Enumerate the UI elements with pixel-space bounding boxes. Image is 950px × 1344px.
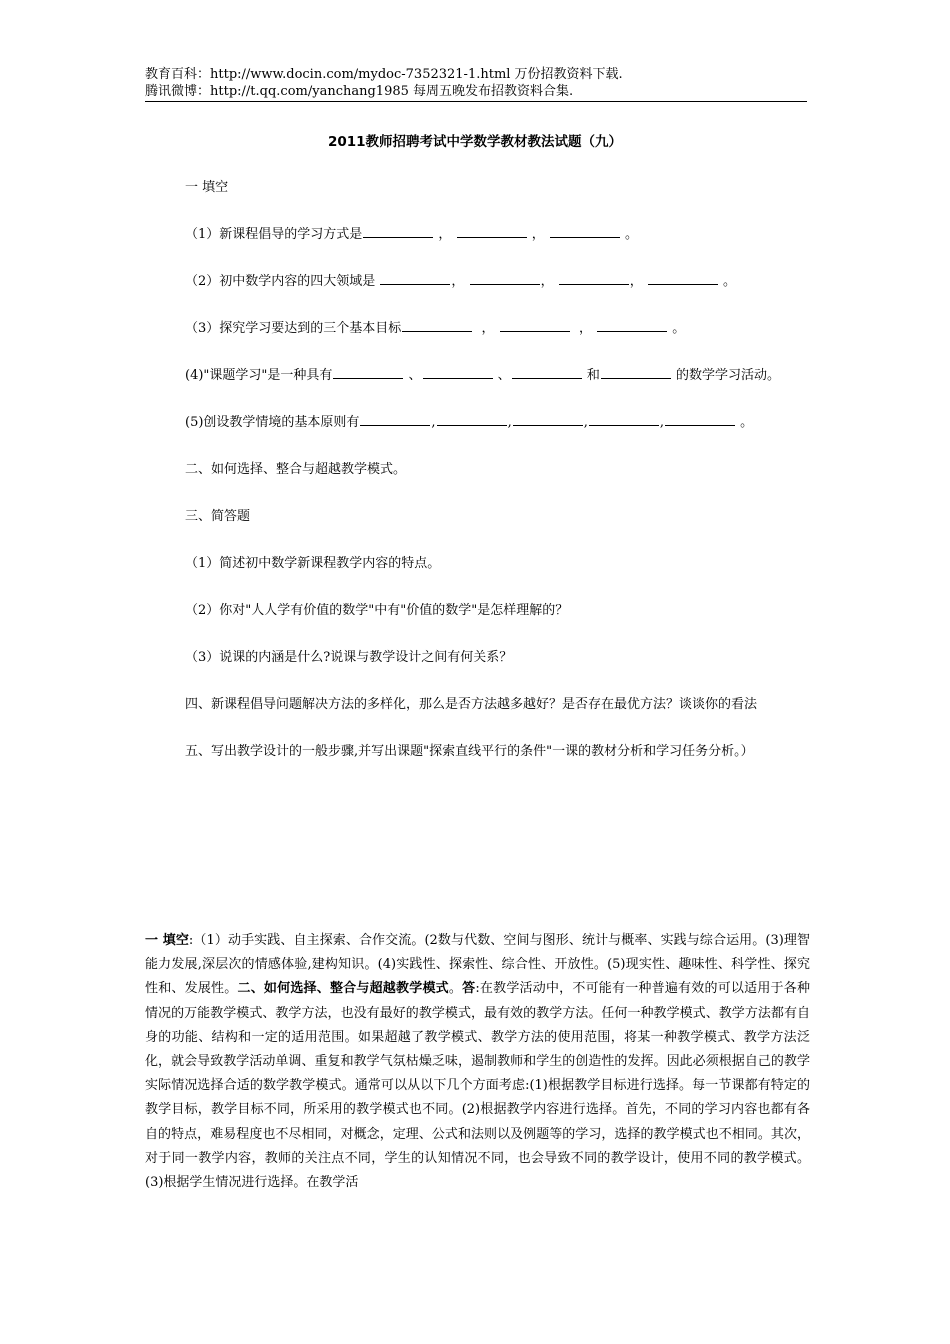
answer-label-fill: 一 填空 bbox=[145, 933, 189, 948]
q1-5-prefix: (5)创设教学情境的基本原则有 bbox=[185, 415, 360, 430]
question-1-2 bbox=[185, 270, 736, 289]
document-header bbox=[145, 66, 807, 100]
q1-3-prefix: （3）探究学习要达到的三个基本目标 bbox=[185, 321, 402, 336]
question-1-4 bbox=[185, 364, 780, 383]
question-1-1 bbox=[185, 223, 638, 242]
answer-key bbox=[145, 929, 810, 1195]
q1-1-prefix: （1）新课程倡导的学习方式是 bbox=[185, 227, 363, 242]
answer-label-section2: 二、如何选择、整合与超越教学模式 bbox=[237, 981, 449, 997]
section-2-heading: 二、如何选择、整合与超越教学模式。 bbox=[185, 462, 407, 477]
question-1-5 bbox=[185, 411, 753, 430]
answer-blank bbox=[363, 225, 433, 238]
q1-2-prefix: （2）初中数学内容的四大领域是 bbox=[185, 274, 376, 289]
answer-blank bbox=[589, 413, 659, 426]
section-4-question: 四、新课程倡导问题解决方法的多样化，那么是否方法越多越好？是否存在最优方法？谈谈你的看法 bbox=[185, 697, 758, 712]
separator: 、 bbox=[408, 368, 422, 383]
separator: ， bbox=[578, 321, 592, 336]
separator: ， bbox=[451, 274, 465, 289]
question-1-3 bbox=[185, 317, 685, 336]
section-5-question: 五、写出教学设计的一般步骤,并写出课题"探索直线平行的条件"一课的教材分析和学习任务分析。） bbox=[185, 744, 754, 759]
answer-blank bbox=[648, 272, 718, 285]
separator: ， bbox=[481, 321, 495, 336]
answer-blank bbox=[457, 225, 527, 238]
answer-text-section2: :在教学活动中，不可能有一种普遍有效的可以适用于各种情况的万能教学模式、教学方法，也没有最好的教学模式，最有效的教学方法。任何一种教学模式、教学方法都有自身的功能、结构和一定的适用范围。如果超越了教学模式、教学方法的使用范围，将某一种教学模式、教学方法泛化，就会导致教学活动单调、重复和教学气氛枯燥乏味，遏制教师和学生的创造性的发挥。因此必须根据自己的教学实际情况选择合适的数学教学模式。通常可以从以下几个方面考虑:(1)根据教学目标进行选择。每一节课都有特定的教学目标，教学目标不同，所采用的教学模式也不同。(2)根据教学内容进行选择。首先，不同的学习内容也都有各自的特点，难易程度也不尽相同，对概念，定理、公式和法则以及例题等的学习，选择的教学模式也不相同。其次，对于同一教学内容，教师的关注点不同，学生的认知情况不同，也会导致不同的教学设计，使用不同的教学模式。(3)根据学生情况进行选择。在教学活 bbox=[145, 981, 810, 1191]
answer-blank bbox=[513, 413, 583, 426]
answer-period: 。 bbox=[448, 981, 463, 997]
q1-4-end: 的数学学习活动。 bbox=[675, 368, 780, 383]
separator: ， bbox=[531, 227, 545, 242]
answer-blank bbox=[423, 366, 493, 379]
separator: , bbox=[659, 415, 664, 430]
answer-blank bbox=[601, 366, 671, 379]
answer-blank bbox=[512, 366, 582, 379]
answer-blank bbox=[500, 319, 570, 332]
answer-blank bbox=[665, 413, 735, 426]
q1-5-end: 。 bbox=[740, 415, 754, 430]
section-3-heading: 三、简答题 bbox=[185, 509, 251, 524]
header-line-1: 教育百科：http://www.docin.com/mydoc-7352321-1.html 万份招教资料下载. bbox=[145, 67, 623, 82]
q1-2-end: 。 bbox=[723, 274, 737, 289]
question-3-2: （2）你对"人人学有价值的数学"中有"价值的数学"是怎样理解的？ bbox=[185, 603, 569, 618]
page-title: 2011教师招聘考试中学数学教材教法试题（九） bbox=[327, 134, 623, 150]
q1-3-end: 。 bbox=[672, 321, 686, 336]
answer-blank bbox=[437, 413, 507, 426]
answer-blank bbox=[597, 319, 667, 332]
question-3-1: （1）简述初中数学新课程教学内容的特点。 bbox=[185, 556, 441, 571]
answer-blank bbox=[380, 272, 450, 285]
answer-label-da: 答 bbox=[462, 981, 476, 997]
answer-blank bbox=[470, 272, 540, 285]
q1-1-end: 。 bbox=[625, 227, 639, 242]
header-divider bbox=[145, 101, 807, 102]
separator: , bbox=[583, 415, 588, 430]
separator: , bbox=[431, 415, 436, 430]
header-line-2: 腾讯微博：http://t.qq.com/yanchang1985 每周五晚发布招教资料合集. bbox=[145, 84, 574, 99]
answer-blank bbox=[559, 272, 629, 285]
separator: ， bbox=[438, 227, 452, 242]
separator: 和 bbox=[586, 368, 600, 383]
separator: 、 bbox=[497, 368, 511, 383]
separator: ， bbox=[629, 274, 643, 289]
answer-blank bbox=[360, 413, 430, 426]
question-3-3: （3）说课的内涵是什么?说课与教学设计之间有何关系？ bbox=[185, 650, 513, 665]
answer-text-fill: :（1）动手实践、自主探索、合作交流。(2数与代数、空间与图形、统计与概率、实践与综合运用。(3)理智能力发展,深层次的情感体验,建构知识。(4)实践性、探索性、综合性、开放性。(5)现实性、趣味性、科学性、探究性和、发展性。 bbox=[145, 933, 810, 997]
answer-blank bbox=[402, 319, 472, 332]
separator: , bbox=[507, 415, 512, 430]
answer-blank bbox=[333, 366, 403, 379]
separator: ， bbox=[540, 274, 554, 289]
answer-blank bbox=[550, 225, 620, 238]
q1-4-prefix: (4)"课题学习"是一种具有 bbox=[185, 368, 333, 383]
section-1-heading: 一 填空 bbox=[185, 180, 229, 195]
